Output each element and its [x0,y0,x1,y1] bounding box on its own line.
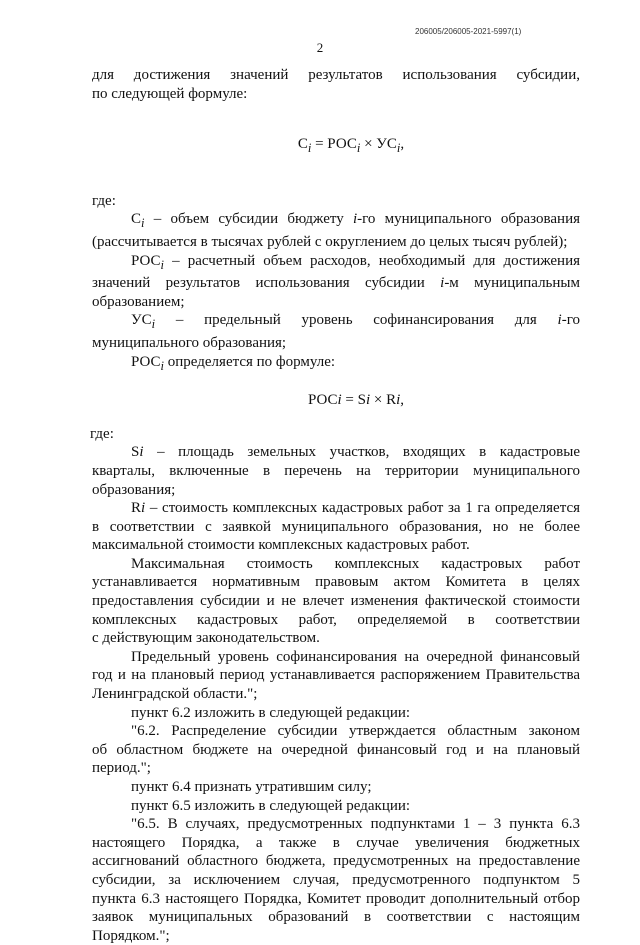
paragraph-line: Порядком."; [92,927,170,944]
where-label: где: [92,192,116,209]
paragraph-line: год и на плановый период устанавливается распоряжением Правительства [92,667,580,684]
paragraph-line: образования; [92,481,176,498]
page-number: 2 [316,40,324,55]
paragraph-line: муниципального образования; [92,334,287,351]
paragraph-line: (рассчитывается в тысячах рублей с округлением до целых тысяч рублей); [92,233,568,250]
paragraph-line: значений результатов использования субсидии i-м муниципальным [92,275,580,292]
paragraph-line: "6.5. В случаях, предусмотренных подпунктами 1 – 3 пункта 6.3 [131,816,580,833]
definition-roc: $РОС_i$ – расчетный объем расходов, необходимый для достижения [131,252,580,272]
definition-uc: $УС_i$ – предельный уровень софинансирования для i-го [131,312,580,332]
paragraph-line: комплексных кадастровых работ, определяемой в соответствии [92,611,580,628]
paragraph-line: для достижения значений результатов использования субсидии, [92,67,580,83]
definition-si: Si – площадь земельных участков, входящих в кадастровые [131,444,580,461]
paragraph-line: пункт 6.5 изложить в следующей редакции: [131,797,411,814]
paragraph-line: "6.2. Распределение субсидии утверждается областным законом [131,723,580,740]
formula-roc: РОСi = Si × Ri, [307,392,405,409]
document-body [92,66,580,945]
paragraph-line: Ленинградской области."; [92,686,258,703]
paragraph-line: предоставления субсидии и не влечет изменения фактической стоимости [92,593,580,610]
definition-ci: $C_i$ – объем субсидии бюджету i-го муниципального образования [131,211,580,231]
paragraph-line: настоящего Порядка, а также в случае увеличения бюджетных [92,834,580,851]
definition-roc-formula-intro: $РОС_i$ определяется по формуле: [131,353,336,373]
document-id: 206005/206005-2021-5997(1) [415,27,522,36]
paragraph-line: заявок муниципальных образований в соответствии с настоящим [92,909,580,926]
paragraph-line: пункт 6.2 изложить в следующей редакции: [131,704,411,721]
formula-subsidy: $C_i = РОС_i \times УС_i$, [297,136,405,156]
paragraph-line: Максимальная стоимость комплексных кадастровых работ [131,555,580,572]
paragraph-line: с действующим законодательством. [92,630,320,647]
paragraph-line: пункта 6.3 настоящего Порядка, Комитет проводит дополнительный отбор [92,890,580,907]
paragraph-line: кварталы, включенные в перечень на территории муниципального [92,462,580,479]
paragraph-line: Предельный уровень софинансирования на очередной финансовый [131,648,580,665]
paragraph-line: в соответствии с заявкой муниципального образования, но не более [92,518,580,535]
paragraph-line: пункт 6.4 признать утратившим силу; [131,779,372,795]
where-label: где: [90,425,114,442]
paragraph-line: образованием; [92,293,185,310]
paragraph-line: субсидии, за исключением случая, предусмотренного подпунктом 5 [92,871,580,888]
paragraph-line: по следующей формуле: [92,85,248,102]
paragraph-line: ассигнований областного бюджета, предусмотренных на предоставление [92,853,580,870]
paragraph-line: период."; [92,760,151,777]
paragraph-line: об областном бюджете на очередной финансовый год и на плановый [92,741,580,758]
definition-ri: Ri – стоимость комплексных кадастровых работ за 1 га определяется [131,500,580,517]
paragraph-line: максимальной стоимости комплексных кадастровых работ. [92,537,470,554]
paragraph-line: устанавливается нормативным правовым актом Комитета в целях [92,574,580,591]
